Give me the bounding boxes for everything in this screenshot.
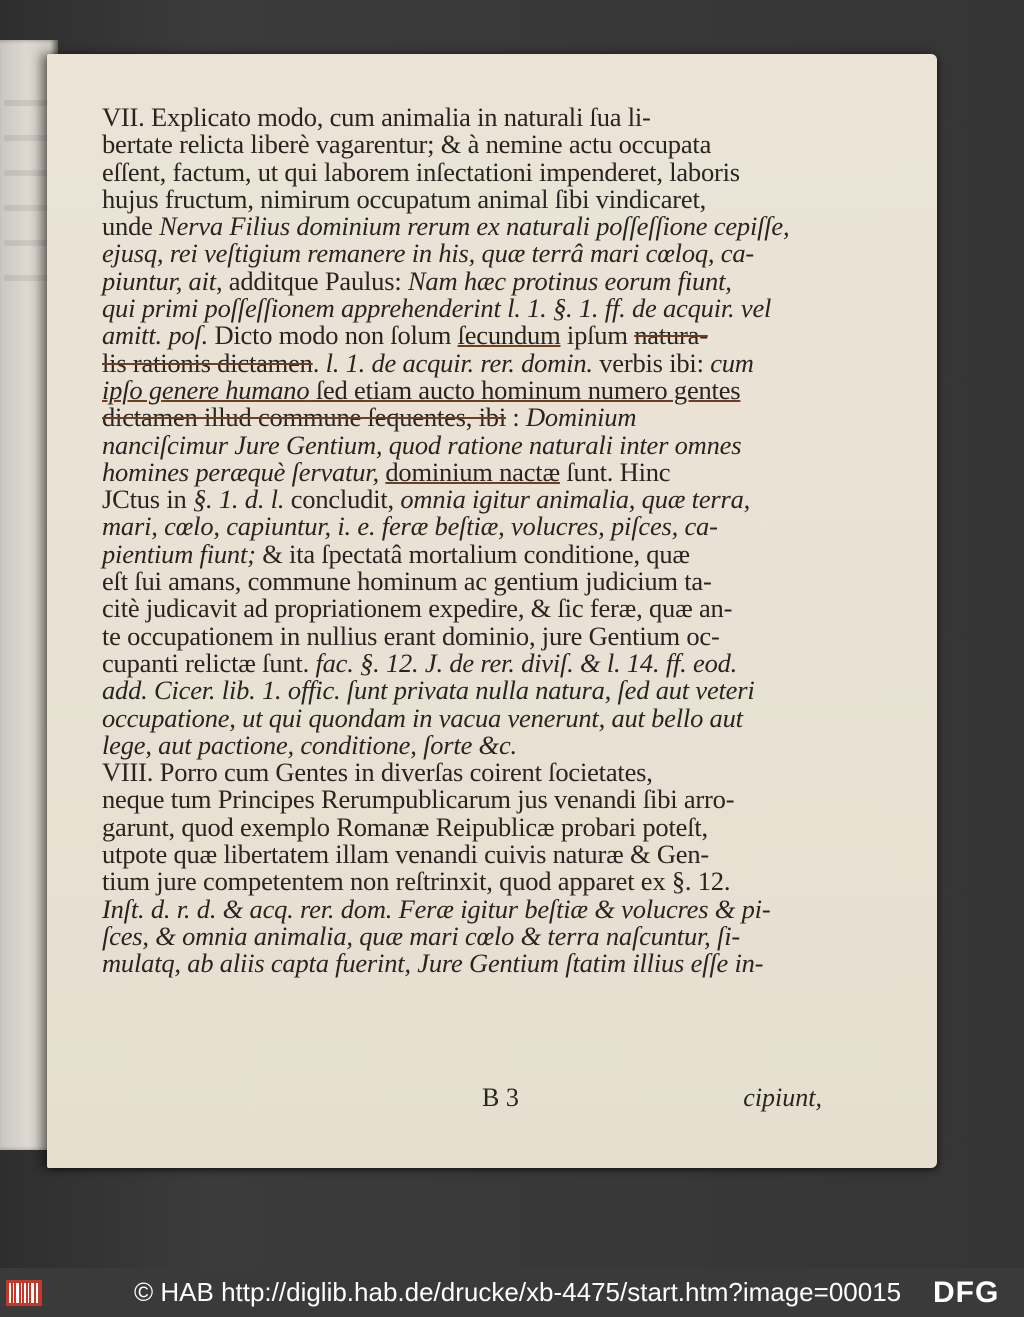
copyright-url[interactable]: © HAB http://diglib.hab.de/drucke/xb-4475/start.htm?image=00015	[134, 1277, 902, 1307]
text-segment: ſed etiam aucto hominum numero gentes	[309, 374, 741, 405]
text-segment: JCtus in	[102, 484, 193, 515]
text-line	[102, 568, 822, 595]
text-segment: l. 1. de acquir. rer. domin.	[325, 347, 593, 378]
text-line	[102, 322, 822, 349]
text-segment: Nerva Filius dominium rerum ex naturali poſſeſſione cepiſſe,	[159, 211, 790, 242]
text-segment: lege, aut pactione, conditione, ſorte &c.	[102, 729, 517, 760]
text-segment: VIII. Porro cum Gentes in diverſas coirent ſocietates,	[102, 757, 653, 788]
text-line	[102, 811, 822, 842]
text-segment: ipſum	[560, 320, 635, 351]
text-segment: qui primi poſſeſſionem apprehenderint l. 1. §. 1. ff. de acquir. vel	[102, 293, 772, 324]
text-segment: §. 1. d. l.	[192, 484, 285, 515]
text-segment: Inſt. d. r. d. & acq. rer. dom. Feræ igitur beſtiæ & volucres & pi-	[102, 893, 771, 924]
text-line	[102, 677, 822, 704]
text-segment: ſces, & omnia animalia, quæ mari cœlo & terra naſcuntur, ſi-	[102, 920, 740, 951]
text-line	[102, 647, 822, 678]
text-line	[102, 404, 822, 431]
text-segment: concludit,	[284, 484, 401, 515]
text-line	[102, 759, 822, 786]
text-line	[102, 429, 822, 460]
text-segment: .	[312, 347, 326, 378]
text-line	[102, 347, 822, 378]
text-line	[102, 702, 822, 733]
text-segment: hujus fructum, nimirum occupatum animal ſibi vindicaret,	[102, 183, 707, 214]
text-line	[102, 920, 822, 951]
text-segment: eſſent, factum, ut qui laborem inſectationi impenderet, laboris	[102, 156, 740, 187]
text-segment: Nam hæc protinus eorum fiunt,	[407, 265, 732, 296]
text-segment: nanciſcimur Jure Gentium, quod ratione naturali inter omnes	[102, 429, 742, 460]
text-line	[102, 456, 822, 487]
text-segment: :	[505, 402, 526, 433]
text-segment: ipſo genere humano	[102, 374, 310, 405]
text-line	[102, 131, 822, 158]
text-segment: citè judicavit ad propriationem expedire, & ſic feræ, quæ an-	[102, 593, 733, 624]
text-segment: utpote quæ libertatem illam venandi cuivis naturæ & Gen-	[102, 839, 709, 870]
book-page	[47, 54, 937, 1168]
text-segment: ſunt. Hinc	[559, 456, 671, 487]
text-segment: cum	[710, 347, 754, 378]
text-segment: VII. Explicato modo, cum animalia in naturali ſua li-	[102, 102, 651, 132]
text-segment: verbis ibi:	[592, 347, 711, 378]
text-segment: pientium fiunt;	[102, 538, 256, 569]
text-line	[102, 240, 822, 267]
text-line	[102, 538, 822, 569]
text-line	[102, 156, 822, 187]
barcode-icon	[6, 1280, 42, 1306]
text-segment: & ita ſpectatâ mortalium conditione, quæ	[255, 538, 690, 569]
text-segment: dictamen illud commune ſequentes, ibi	[102, 402, 506, 433]
text-segment: cupanti relictæ ſunt.	[102, 647, 316, 678]
text-segment: , additque Paulus:	[215, 265, 408, 296]
text-line	[102, 729, 822, 760]
text-segment: piuntur, ait	[102, 265, 216, 296]
text-line	[102, 213, 822, 240]
text-line	[102, 265, 822, 296]
text-line	[102, 513, 822, 540]
text-segment: add. Cicer. lib. 1. offic. ſunt privata nulla natura, ſed aut veteri	[102, 675, 755, 706]
text-segment: omnia igitur animalia, quæ terra,	[400, 484, 751, 515]
text-segment: ejusq, rei veſtigium remanere in his, quæ terrâ mari cœloq, ca-	[102, 238, 755, 269]
text-segment: natura-	[634, 320, 708, 351]
text-segment: te occupationem in nullius erant dominio, jure Gentium oc-	[102, 620, 720, 651]
text-line	[102, 841, 822, 868]
text-segment: fac. §. 12. J. de rer. diviſ. & l. 14. ff. eod.	[315, 647, 738, 678]
text-segment: eſt ſui amans, commune hominum ac gentium judicium ta-	[102, 566, 712, 597]
page-text	[102, 104, 822, 978]
footer-bar	[0, 1268, 1024, 1317]
text-line	[102, 893, 822, 924]
text-segment: garunt, quod exemplo Romanæ Reipublicæ probari poteſt,	[102, 811, 708, 842]
text-line	[102, 786, 822, 813]
text-line	[102, 595, 822, 622]
text-segment: dominium nactæ	[385, 456, 560, 487]
text-segment: bertate relicta liberè vagarentur; & à nemine actu occupata	[102, 129, 712, 160]
text-line	[102, 868, 822, 895]
text-line	[102, 486, 822, 513]
text-line	[102, 374, 822, 405]
text-segment: lis rationis dictamen	[102, 347, 313, 378]
text-segment: mulatq, ab aliis capta fuerint, Jure Gentium ſtatim illius eſſe in-	[102, 948, 764, 979]
text-line	[102, 620, 822, 651]
text-segment: Dicto modo non ſolum	[208, 320, 458, 351]
text-segment: tium jure competentem non reſtrinxit, quod apparet ex §. 12.	[102, 866, 731, 897]
signature-mark: B 3	[482, 1083, 519, 1112]
text-line	[102, 950, 822, 977]
text-segment: mari, cœlo, capiuntur, i. e. feræ beſtiæ, volucres, piſces, ca-	[102, 511, 718, 542]
text-line	[102, 295, 822, 322]
text-segment: unde	[102, 211, 160, 242]
text-segment: occupatione, ut qui quondam in vacua venerunt, aut bello aut	[102, 702, 743, 733]
text-segment: ſecundum	[457, 320, 561, 351]
text-segment: neque tum Principes Rerumpublicarum jus venandi ſibi arro-	[102, 784, 735, 815]
text-segment: Dominium	[526, 402, 637, 433]
text-line	[102, 183, 822, 214]
text-line	[102, 104, 822, 131]
text-segment: amitt. poſ.	[102, 320, 209, 351]
catchword: cipiunt,	[743, 1083, 822, 1112]
dfg-logo: DFG	[933, 1276, 1000, 1309]
text-segment: homines peræquè ſervatur,	[102, 456, 379, 487]
